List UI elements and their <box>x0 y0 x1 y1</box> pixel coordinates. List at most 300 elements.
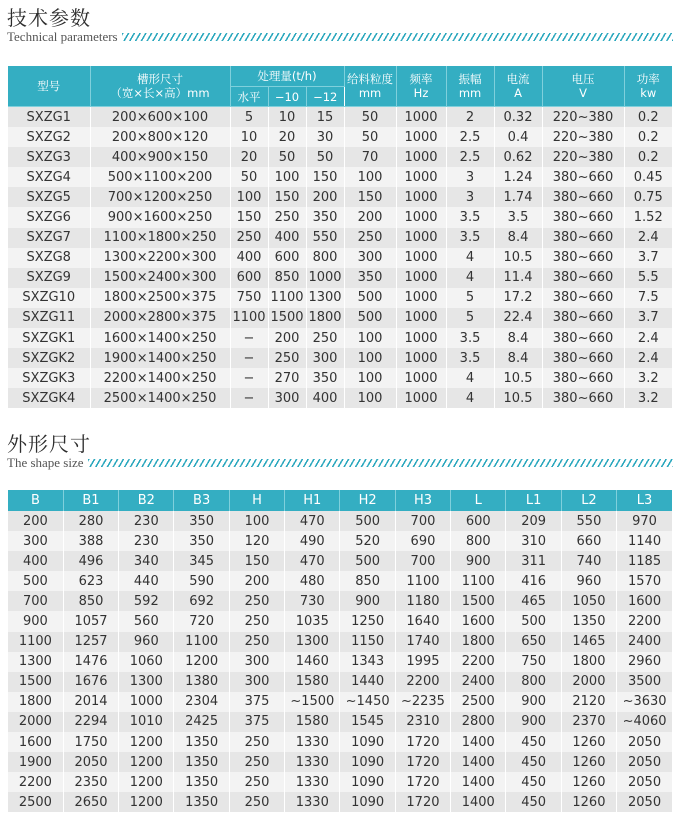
table-cell: 280 <box>63 511 118 531</box>
table-cell: SXZGK1 <box>8 328 90 348</box>
table-cell: 1000 <box>396 187 446 207</box>
table-cell: 1000 <box>396 207 446 227</box>
table-cell: 470 <box>285 551 340 571</box>
table-cell: 800 <box>306 248 344 268</box>
table-cell: 3 <box>446 187 494 207</box>
table-cell: 900 <box>506 692 561 712</box>
table-cell: 1260 <box>561 792 616 812</box>
table-cell: ~3630 <box>617 692 672 712</box>
table-cell: 660 <box>561 531 616 551</box>
header-model: 型号 <box>8 66 90 107</box>
table-cell: 496 <box>63 551 118 571</box>
table-cell: 1060 <box>119 652 174 672</box>
table-cell: − <box>230 388 268 408</box>
table-cell: 5 <box>230 107 268 128</box>
table-cell: 500 <box>340 551 395 571</box>
table-cell: 10.5 <box>494 248 542 268</box>
table-cell: 230 <box>119 511 174 531</box>
table-cell: 2370 <box>561 712 616 732</box>
table-cell: 1000 <box>396 328 446 348</box>
table-cell: 960 <box>119 632 174 652</box>
table-cell: 2.4 <box>624 328 672 348</box>
table-cell: 250 <box>344 228 396 248</box>
table-cell: 3.5 <box>446 348 494 368</box>
table-cell: 4 <box>446 268 494 288</box>
table-cell: 250 <box>229 732 284 752</box>
section-header-technical <box>7 6 673 44</box>
table-row <box>8 328 672 348</box>
table-cell: 1900 <box>8 752 63 772</box>
table-cell: 100 <box>344 348 396 368</box>
table-cell: 1440 <box>340 672 395 692</box>
table-cell: 100 <box>344 388 396 408</box>
header-frequency <box>396 66 446 107</box>
table-cell: 1000 <box>396 228 446 248</box>
table-cell: 1750 <box>63 732 118 752</box>
table-cell: 100 <box>344 328 396 348</box>
table-cell: 450 <box>506 792 561 812</box>
technical-table-body <box>8 107 672 409</box>
table-cell: 2.4 <box>624 228 672 248</box>
table-cell: 1800 <box>451 632 506 652</box>
table-cell: 17.2 <box>494 288 542 308</box>
table-cell: 380~660 <box>542 207 624 227</box>
hatched-divider <box>88 459 673 467</box>
table-cell: 1090 <box>340 772 395 792</box>
table-cell: 2120 <box>561 692 616 712</box>
table-cell: SXZG6 <box>8 207 90 227</box>
table-row <box>8 732 672 752</box>
table-cell: 400 <box>230 248 268 268</box>
table-row <box>8 167 672 187</box>
table-cell: 1100 <box>8 632 63 652</box>
table-cell: 5.5 <box>624 268 672 288</box>
table-cell: 0.2 <box>624 147 672 167</box>
header-amplitude-label: 振幅 <box>458 72 482 86</box>
header-voltage-unit: V <box>579 86 587 100</box>
table-row <box>8 388 672 408</box>
table-cell: ~1450 <box>340 692 395 712</box>
table-cell: 50 <box>306 147 344 167</box>
table-cell: 220~380 <box>542 107 624 128</box>
table-cell: 700 <box>395 511 450 531</box>
table-cell: 1720 <box>395 792 450 812</box>
table-cell: 2294 <box>63 712 118 732</box>
table-cell: 3500 <box>617 672 672 692</box>
table-cell: 1380 <box>174 672 229 692</box>
table-cell: 800 <box>506 672 561 692</box>
table-cell: 1010 <box>119 712 174 732</box>
table-cell: 490 <box>285 531 340 551</box>
table-cell: 230 <box>119 531 174 551</box>
section-title: 技术参数 <box>7 6 91 30</box>
table-row <box>8 752 672 772</box>
table-cell: 730 <box>285 591 340 611</box>
header-capacity: 处理量(t/h) <box>230 66 344 87</box>
table-cell: 2.4 <box>624 348 672 368</box>
table-cell: 465 <box>506 591 561 611</box>
table-cell: 1545 <box>340 712 395 732</box>
table-cell: 400 <box>268 228 306 248</box>
table-cell: 1050 <box>561 591 616 611</box>
table-cell: 1300 <box>285 632 340 652</box>
header-cap-minus12: −12 <box>306 87 344 107</box>
table-cell: 1995 <box>395 652 450 672</box>
table-cell: 1300×2200×300 <box>90 248 230 268</box>
header-cap-minus10: −10 <box>268 87 306 107</box>
table-cell: 500 <box>8 571 63 591</box>
table-row <box>8 368 672 388</box>
table-cell: 200 <box>306 187 344 207</box>
table-cell: 1350 <box>561 611 616 631</box>
header-feed-size <box>344 66 396 107</box>
table-cell: 1250 <box>340 611 395 631</box>
table-cell: 2350 <box>63 772 118 792</box>
table-cell: 1800×2500×375 <box>90 288 230 308</box>
table-row <box>8 268 672 288</box>
table-cell: 1035 <box>285 611 340 631</box>
header-frequency-label: 频率 <box>409 72 433 86</box>
table-cell: 1200 <box>174 652 229 672</box>
table-cell: 380~660 <box>542 228 624 248</box>
table-cell: 250 <box>229 772 284 792</box>
header-trough-size <box>90 66 230 107</box>
table-row <box>8 632 672 652</box>
table-cell: 250 <box>229 611 284 631</box>
table-cell: 1300 <box>119 672 174 692</box>
table-row <box>8 571 672 591</box>
table-cell: 623 <box>63 571 118 591</box>
section-subtitle-row <box>7 456 673 470</box>
table-cell: 345 <box>174 551 229 571</box>
table-cell: 1100 <box>174 632 229 652</box>
table-cell: SXZG3 <box>8 147 90 167</box>
table-cell: 1330 <box>285 792 340 812</box>
table-cell: − <box>230 328 268 348</box>
table-cell: 1090 <box>340 732 395 752</box>
table-cell: 1000 <box>396 248 446 268</box>
table-cell: 380~660 <box>542 248 624 268</box>
table-cell: 300 <box>344 248 396 268</box>
header-feed-size-label: 给料粒度 <box>347 72 394 86</box>
table-cell: 1200 <box>119 792 174 812</box>
table-cell: 1000 <box>396 167 446 187</box>
table-row <box>8 348 672 368</box>
table-cell: 470 <box>285 511 340 531</box>
table-cell: 2500 <box>451 692 506 712</box>
table-cell: 50 <box>230 167 268 187</box>
table-cell: 2200 <box>451 652 506 672</box>
table-cell: 1350 <box>174 772 229 792</box>
table-cell: 520 <box>340 531 395 551</box>
table-cell: 450 <box>506 752 561 772</box>
table-cell: 1600 <box>451 611 506 631</box>
header-trough-size-label: 槽形尺寸 <box>137 72 183 86</box>
table-cell: 5 <box>446 288 494 308</box>
table-cell: 50 <box>268 147 306 167</box>
table-cell: 3.7 <box>624 308 672 328</box>
table-header-row <box>8 490 672 511</box>
table-cell: 250 <box>229 752 284 772</box>
table-cell: 1100 <box>230 308 268 328</box>
header-feed-size-unit: mm <box>358 86 382 100</box>
table-cell: 200×800×120 <box>90 127 230 147</box>
table-cell: 8.4 <box>494 228 542 248</box>
table-cell: 700×1200×250 <box>90 187 230 207</box>
table-cell: 10.5 <box>494 368 542 388</box>
table-row <box>8 511 672 531</box>
table-cell: 2000×2800×375 <box>90 308 230 328</box>
table-cell: 4 <box>446 248 494 268</box>
header-power <box>624 66 672 107</box>
header-h: H <box>229 490 284 511</box>
table-cell: SXZG10 <box>8 288 90 308</box>
table-cell: 1350 <box>174 732 229 752</box>
table-cell: 2310 <box>395 712 450 732</box>
table-cell: 50 <box>344 107 396 128</box>
table-cell: 1500 <box>451 591 506 611</box>
table-cell: 1260 <box>561 752 616 772</box>
table-cell: 1090 <box>340 752 395 772</box>
table-cell: 200 <box>344 207 396 227</box>
table-cell: 1460 <box>285 652 340 672</box>
table-cell: SXZGK2 <box>8 348 90 368</box>
table-cell: 600 <box>230 268 268 288</box>
table-cell: 2.5 <box>446 127 494 147</box>
table-cell: 850 <box>340 571 395 591</box>
table-cell: 1600 <box>8 732 63 752</box>
table-cell: 1500 <box>8 672 63 692</box>
table-cell: SXZG1 <box>8 107 90 128</box>
table-cell: 1057 <box>63 611 118 631</box>
table-cell: 15 <box>306 107 344 128</box>
table-cell: 100 <box>344 167 396 187</box>
table-cell: 1200 <box>119 752 174 772</box>
table-cell: 2200 <box>395 672 450 692</box>
table-header-row <box>8 66 672 87</box>
table-cell: 50 <box>344 127 396 147</box>
table-cell: 150 <box>344 187 396 207</box>
table-cell: 400 <box>306 388 344 408</box>
table-cell: 500 <box>506 611 561 631</box>
table-row <box>8 692 672 712</box>
table-cell: 0.75 <box>624 187 672 207</box>
header-voltage <box>542 66 624 107</box>
table-cell: 1000 <box>396 127 446 147</box>
header-l3: L3 <box>617 490 672 511</box>
table-cell: 1600 <box>617 591 672 611</box>
table-row <box>8 591 672 611</box>
table-cell: 3 <box>446 167 494 187</box>
table-cell: 209 <box>506 511 561 531</box>
table-cell: 450 <box>506 732 561 752</box>
header-h2: H2 <box>340 490 395 511</box>
table-cell: 1000 <box>396 147 446 167</box>
table-cell: 550 <box>561 511 616 531</box>
table-cell: 8.4 <box>494 328 542 348</box>
table-cell: 2000 <box>561 672 616 692</box>
table-cell: 3.2 <box>624 368 672 388</box>
table-cell: 1740 <box>395 632 450 652</box>
table-cell: 2304 <box>174 692 229 712</box>
table-row <box>8 712 672 732</box>
table-cell: 2050 <box>617 752 672 772</box>
table-cell: SXZG8 <box>8 248 90 268</box>
table-cell: SXZGK4 <box>8 388 90 408</box>
table-cell: 380~660 <box>542 268 624 288</box>
shape-table-body <box>8 511 672 812</box>
table-cell: 1900×1400×250 <box>90 348 230 368</box>
table-cell: 30 <box>306 127 344 147</box>
table-row <box>8 207 672 227</box>
table-cell: 900 <box>340 591 395 611</box>
table-cell: 500 <box>344 288 396 308</box>
table-cell: 350 <box>174 531 229 551</box>
table-cell: 590 <box>174 571 229 591</box>
table-cell: 250 <box>229 632 284 652</box>
table-cell: 350 <box>174 511 229 531</box>
table-cell: 3.2 <box>624 388 672 408</box>
table-cell: SXZG5 <box>8 187 90 207</box>
table-cell: 0.2 <box>624 127 672 147</box>
table-cell: 1150 <box>340 632 395 652</box>
table-cell: 5 <box>446 308 494 328</box>
header-h3: H3 <box>395 490 450 511</box>
header-l: L <box>451 490 506 511</box>
table-cell: 1800 <box>8 692 63 712</box>
table-cell: 692 <box>174 591 229 611</box>
table-cell: 500×1100×200 <box>90 167 230 187</box>
table-cell: 1720 <box>395 772 450 792</box>
table-cell: 3.5 <box>446 228 494 248</box>
table-cell: 150 <box>306 167 344 187</box>
table-cell: 850 <box>63 591 118 611</box>
table-cell: 1260 <box>561 772 616 792</box>
table-cell: 250 <box>229 792 284 812</box>
table-row <box>8 652 672 672</box>
table-cell: SXZG4 <box>8 167 90 187</box>
table-cell: 1476 <box>63 652 118 672</box>
section-subtitle: The shape size <box>7 455 84 470</box>
table-cell: 380~660 <box>542 348 624 368</box>
table-cell: 2200 <box>8 772 63 792</box>
table-cell: 1465 <box>561 632 616 652</box>
table-cell: 480 <box>285 571 340 591</box>
table-cell: 1.74 <box>494 187 542 207</box>
table-cell: 3.5 <box>494 207 542 227</box>
table-cell: 2650 <box>63 792 118 812</box>
table-cell: 300 <box>306 348 344 368</box>
table-cell: 2014 <box>63 692 118 712</box>
table-cell: SXZG11 <box>8 308 90 328</box>
table-cell: 560 <box>119 611 174 631</box>
table-cell: 440 <box>119 571 174 591</box>
table-cell: 300 <box>268 388 306 408</box>
table-cell: 1000 <box>396 107 446 128</box>
table-cell: 10 <box>268 107 306 128</box>
table-cell: 740 <box>561 551 616 571</box>
section-title: 外形尺寸 <box>7 432 91 456</box>
table-row <box>8 228 672 248</box>
table-cell: 690 <box>395 531 450 551</box>
table-row <box>8 551 672 571</box>
table-cell: 1.52 <box>624 207 672 227</box>
technical-parameters-table <box>8 66 672 408</box>
table-cell: 500 <box>340 511 395 531</box>
table-cell: 592 <box>119 591 174 611</box>
table-cell: 300 <box>229 652 284 672</box>
table-cell: 22.4 <box>494 308 542 328</box>
table-cell: 200 <box>268 328 306 348</box>
table-row <box>8 531 672 551</box>
table-cell: 1.24 <box>494 167 542 187</box>
header-current-unit: A <box>514 86 522 100</box>
table-cell: 20 <box>230 147 268 167</box>
table-cell: 1260 <box>561 732 616 752</box>
table-cell: 1800 <box>561 652 616 672</box>
table-cell: 100 <box>229 511 284 531</box>
section-subtitle: Technical parameters <box>7 29 118 44</box>
table-cell: 650 <box>506 632 561 652</box>
table-cell: 10 <box>230 127 268 147</box>
table-cell: 388 <box>63 531 118 551</box>
table-cell: 380~660 <box>542 368 624 388</box>
section-subtitle-row <box>7 30 673 44</box>
table-cell: 340 <box>119 551 174 571</box>
table-cell: 2200 <box>617 611 672 631</box>
table-cell: 400 <box>8 551 63 571</box>
table-cell: − <box>230 348 268 368</box>
table-cell: 1400 <box>451 792 506 812</box>
table-cell: 380~660 <box>542 288 624 308</box>
table-cell: 2000 <box>8 712 63 732</box>
table-cell: 1100×1800×250 <box>90 228 230 248</box>
table-cell: 310 <box>506 531 561 551</box>
table-row <box>8 672 672 692</box>
table-cell: 750 <box>230 288 268 308</box>
table-cell: 900 <box>506 712 561 732</box>
table-cell: 0.45 <box>624 167 672 187</box>
table-cell: SXZG7 <box>8 228 90 248</box>
table-cell: 1600×1400×250 <box>90 328 230 348</box>
table-cell: 250 <box>229 591 284 611</box>
table-cell: 900 <box>451 551 506 571</box>
table-row <box>8 107 672 128</box>
table-row <box>8 127 672 147</box>
table-cell: 1300 <box>8 652 63 672</box>
table-cell: 0.62 <box>494 147 542 167</box>
table-cell: 3.5 <box>446 207 494 227</box>
table-cell: 2800 <box>451 712 506 732</box>
header-h1: H1 <box>285 490 340 511</box>
table-cell: ~2235 <box>395 692 450 712</box>
table-cell: 1330 <box>285 772 340 792</box>
table-cell: 550 <box>306 228 344 248</box>
header-voltage-label: 电压 <box>571 72 595 86</box>
table-cell: 1400 <box>451 752 506 772</box>
table-cell: 1000 <box>396 388 446 408</box>
header-b3: B3 <box>174 490 229 511</box>
table-cell: 1185 <box>617 551 672 571</box>
table-cell: 900×1600×250 <box>90 207 230 227</box>
header-power-unit: kw <box>640 86 657 100</box>
table-cell: 1090 <box>340 792 395 812</box>
table-cell: 350 <box>306 368 344 388</box>
table-cell: 1200 <box>119 772 174 792</box>
table-cell: 900 <box>8 611 63 631</box>
table-cell: 1676 <box>63 672 118 692</box>
table-cell: 1500×2400×300 <box>90 268 230 288</box>
